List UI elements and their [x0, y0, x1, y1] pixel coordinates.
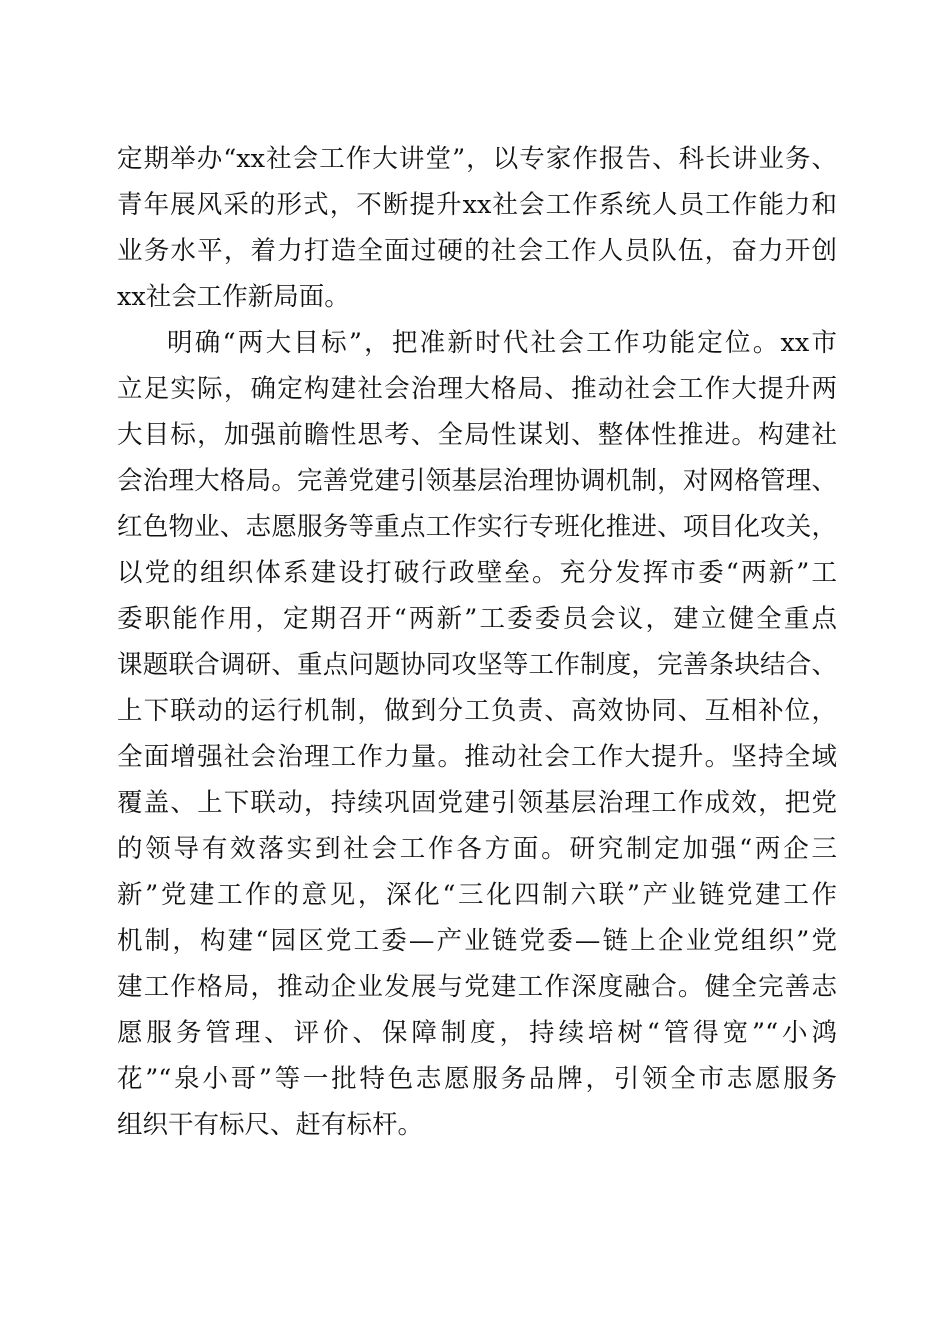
paragraph-1-line-4: xx社会工作新局面。 — [117, 282, 350, 312]
paragraph-2-line-5: 红色物业、志愿服务等重点工作实行专班化推进、项目化攻关， — [117, 512, 837, 542]
paragraph-2-line-15: 建工作格局，推动企业发展与党建工作深度融合。健全完善志 — [117, 972, 837, 1002]
paragraph-1-line-3: 业务水平，着力打造全面过硬的社会工作人员队伍，奋力开创 — [117, 236, 837, 266]
paragraph-2-line-6: 以党的组织体系建设打破行政壁垒。充分发挥市委“两新”工 — [117, 558, 837, 588]
paragraph-2-line-8: 课题联合调研、重点问题协同攻坚等工作制度，完善条块结合、 — [117, 650, 837, 680]
paragraph-2-line-1: 明确“两大目标”，把准新时代社会工作功能定位。xx市 — [167, 328, 837, 358]
paragraph-2-line-3: 大目标，加强前瞻性思考、全局性谋划、整体性推进。构建社 — [117, 420, 837, 450]
paragraph-2-line-7: 委职能作用，定期召开“两新”工委委员会议，建立健全重点 — [117, 604, 837, 634]
paragraph-2-line-4: 会治理大格局。完善党建引领基层治理协调机制，对网格管理、 — [117, 466, 837, 496]
paragraph-2-line-13: 新”党建工作的意见，深化“三化四制六联”产业链党建工作 — [117, 880, 837, 910]
paragraph-1-line-2: 青年展风采的形式，不断提升xx社会工作系统人员工作能力和 — [117, 190, 837, 220]
paragraph-2-line-16: 愿服务管理、评价、保障制度，持续培树“管得宽”“小鸿 — [117, 1018, 837, 1048]
paragraph-2-line-10: 全面增强社会治理工作力量。推动社会工作大提升。坚持全域 — [117, 742, 837, 772]
paragraph-2-line-9: 上下联动的运行机制，做到分工负责、高效协同、互相补位， — [117, 696, 837, 726]
paragraph-1-line-1: 定期举办“xx社会工作大讲堂”，以专家作报告、科长讲业务、 — [117, 144, 837, 174]
paragraph-2-line-14: 机制，构建“园区党工委—产业链党委—链上企业党组织”党 — [117, 926, 837, 956]
paragraph-2-line-11: 覆盖、上下联动，持续巩固党建引领基层治理工作成效，把党 — [117, 788, 837, 818]
paragraph-2-line-2: 立足实际，确定构建社会治理大格局、推动社会工作大提升两 — [117, 374, 837, 404]
paragraph-2-line-18: 组织干有标尺、赶有标杆。 — [117, 1110, 424, 1140]
paragraph-2-line-17: 花”“泉小哥”等一批特色志愿服务品牌，引领全市志愿服务 — [117, 1064, 837, 1094]
paragraph-2-line-12: 的领导有效落实到社会工作各方面。研究制定加强“两企三 — [117, 834, 837, 864]
